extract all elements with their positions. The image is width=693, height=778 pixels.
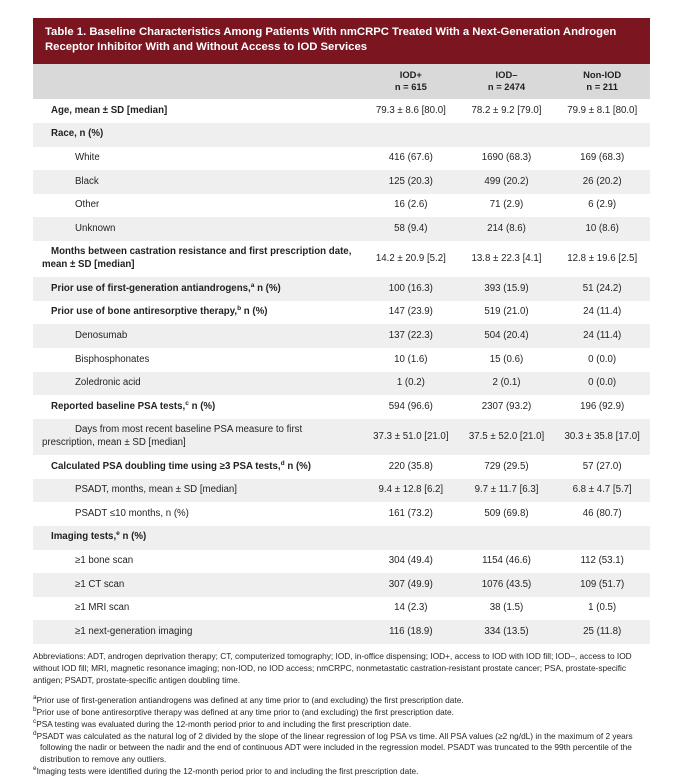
row-value-col1: 304 (49.4)	[363, 550, 459, 574]
row-value-col2: 78.2 ± 9.2 [79.0]	[459, 99, 555, 123]
row-value-col3: 24 (11.4)	[554, 301, 650, 325]
row-value-col1: 79.3 ± 8.6 [80.0]	[363, 99, 459, 123]
row-value-col3: 109 (51.7)	[554, 573, 650, 597]
row-value-col2: 15 (0.6)	[459, 348, 555, 372]
table-footnotes	[33, 651, 650, 778]
row-value-col2	[459, 123, 555, 147]
table-number: Table 1.	[45, 26, 87, 38]
row-value-col3: 0 (0.0)	[554, 348, 650, 372]
footnote-item: $^c$PSA testing was evaluated during the 12-month period prior to and including the first prescription date.	[33, 718, 412, 729]
row-value-col2: 38 (1.5)	[459, 597, 555, 621]
row-value-col2: 2307 (93.2)	[459, 395, 555, 419]
row-value-col2: 509 (69.8)	[459, 502, 555, 526]
column-header-non-iod-n: n = 211	[586, 80, 618, 92]
row-value-col1	[363, 123, 459, 147]
table-row	[33, 170, 650, 194]
footnote-marker: d	[280, 459, 285, 467]
row-value-col1: 307 (49.9)	[363, 573, 459, 597]
row-value-col1: 161 (73.2)	[363, 502, 459, 526]
footnote-item: $^a$Prior use of first-generation antiandrogens was defined at any time prior to (and excluding) the first prescription date.	[33, 694, 464, 706]
footnote-marker: b	[237, 305, 242, 313]
table-row	[33, 241, 650, 277]
table-row	[33, 217, 650, 241]
row-value-col1: 125 (20.3)	[363, 170, 459, 194]
row-value-col3: 79.9 ± 8.1 [80.0]	[554, 99, 650, 123]
row-value-col3: 112 (53.1)	[554, 550, 650, 574]
table-row	[33, 123, 650, 147]
column-header-iod-minus	[459, 64, 555, 100]
table-title-bar	[33, 18, 650, 64]
baseline-characteristics-table	[33, 64, 650, 644]
row-value-col2: 499 (20.2)	[459, 170, 555, 194]
footnote-item-marker: c	[33, 718, 37, 726]
table-row	[33, 597, 650, 621]
row-label: Unknown	[33, 217, 363, 241]
table-row	[33, 419, 650, 455]
row-value-col2: 1076 (43.5)	[459, 573, 555, 597]
column-header-non-iod	[554, 64, 650, 100]
row-label: Bisphosphonates	[33, 348, 363, 372]
table-container	[33, 18, 650, 778]
row-label: Prior use of bone antiresorptive therapy,$^b$ n (%)	[33, 301, 363, 325]
table-row	[33, 372, 650, 396]
row-value-col3: 6.8 ± 4.7 [5.7]	[554, 479, 650, 503]
table-row	[33, 301, 650, 325]
row-label: Months between castration resistance and first prescription date, mean ± SD [median]	[33, 241, 363, 277]
table-row	[33, 277, 650, 301]
row-value-col2: 334 (13.5)	[459, 620, 555, 644]
table-row	[33, 395, 650, 419]
row-value-col1: 10 (1.6)	[363, 348, 459, 372]
row-value-col1: 220 (35.8)	[363, 455, 459, 479]
row-value-col3: 24 (11.4)	[554, 324, 650, 348]
row-label: Days from most recent baseline PSA measure to first prescription, mean ± SD [median]	[33, 419, 363, 455]
row-value-col1: 147 (23.9)	[363, 301, 459, 325]
row-value-col2: 9.7 ± 11.7 [6.3]	[459, 479, 555, 503]
row-value-col1: 100 (16.3)	[363, 277, 459, 301]
row-value-col1: 116 (18.9)	[363, 620, 459, 644]
row-value-col2: 729 (29.5)	[459, 455, 555, 479]
table-row	[33, 620, 650, 644]
row-value-col1: 14 (2.3)	[363, 597, 459, 621]
row-value-col2: 37.5 ± 52.0 [21.0]	[459, 419, 555, 455]
row-value-col2: 1154 (46.6)	[459, 550, 555, 574]
table-row	[33, 455, 650, 479]
row-label: Black	[33, 170, 363, 194]
row-value-col1: 1 (0.2)	[363, 372, 459, 396]
row-value-col1: 416 (67.6)	[363, 147, 459, 171]
table-column-header-row	[33, 64, 650, 100]
footnote-item: $^b$Prior use of bone antiresorptive therapy was defined at any time prior to (and excluding) the first prescription date.	[33, 706, 454, 718]
row-label: Other	[33, 194, 363, 218]
row-label: Denosumab	[33, 324, 363, 348]
footnote-marker: e	[116, 530, 120, 538]
row-value-col3: 30.3 ± 35.8 [17.0]	[554, 419, 650, 455]
row-value-col3: 10 (8.6)	[554, 217, 650, 241]
footnote-item: $^e$Imaging tests were identified during the 12-month period prior to and including the first prescription date.	[33, 765, 419, 776]
footnote-marker: a	[250, 281, 255, 289]
row-value-col2: 71 (2.9)	[459, 194, 555, 218]
table-row	[33, 147, 650, 171]
table-row	[33, 479, 650, 503]
row-label: PSADT, months, mean ± SD [median]	[33, 479, 363, 503]
row-value-col2: 214 (8.6)	[459, 217, 555, 241]
row-value-col1: 14.2 ± 20.9 [5.2]	[363, 241, 459, 277]
row-value-col1: 9.4 ± 12.8 [6.2]	[363, 479, 459, 503]
row-label: ≥1 CT scan	[33, 573, 363, 597]
table-title: Baseline Characteristics Among Patients With nmCRPC Treated With a Next-Generation Androgen Receptor Inhibitor With and Without Access to IOD Services	[45, 26, 617, 54]
table-row	[33, 194, 650, 218]
row-label: White	[33, 147, 363, 171]
row-label: Age, mean ± SD [median]	[33, 99, 363, 123]
footnote-item-marker: a	[33, 694, 37, 702]
row-value-col2: 13.8 ± 22.3 [4.1]	[459, 241, 555, 277]
row-value-col1: 37.3 ± 51.0 [21.0]	[363, 419, 459, 455]
footnote-item-marker: b	[33, 706, 37, 714]
table-row	[33, 502, 650, 526]
column-header-iod-plus	[363, 64, 459, 100]
row-label: PSADT ≤10 months, n (%)	[33, 502, 363, 526]
column-header-iod-minus-n: n = 2474	[487, 80, 526, 92]
row-label: Calculated PSA doubling time using ≥3 PSA tests,$^d$ n (%)	[33, 455, 363, 479]
row-value-col2: 1690 (68.3)	[459, 147, 555, 171]
row-label: Zoledronic acid	[33, 372, 363, 396]
row-label: ≥1 next-generation imaging	[33, 620, 363, 644]
footnote-marker: c	[185, 399, 189, 407]
table-row	[33, 573, 650, 597]
column-header-non-iod-label: Non-IOD	[583, 68, 622, 80]
row-value-col1: 137 (22.3)	[363, 324, 459, 348]
column-header-iod-plus-n: n = 615	[394, 80, 427, 92]
row-label: ≥1 bone scan	[33, 550, 363, 574]
row-label: Race, n (%)	[33, 123, 363, 147]
row-value-col1: 16 (2.6)	[363, 194, 459, 218]
table-body	[33, 99, 650, 644]
footnote-item-marker: e	[33, 765, 37, 773]
table-row	[33, 550, 650, 574]
column-header-iod-plus-label: IOD+	[399, 68, 422, 80]
row-value-col3: 12.8 ± 19.6 [2.5]	[554, 241, 650, 277]
row-value-col3	[554, 526, 650, 550]
column-header-label	[33, 64, 363, 100]
row-value-col2	[459, 526, 555, 550]
row-value-col3: 1 (0.5)	[554, 597, 650, 621]
row-value-col3: 196 (92.9)	[554, 395, 650, 419]
row-value-col3: 6 (2.9)	[554, 194, 650, 218]
column-header-iod-minus-label: IOD–	[495, 68, 518, 80]
row-value-col3: 0 (0.0)	[554, 372, 650, 396]
row-value-col2: 519 (21.0)	[459, 301, 555, 325]
row-value-col3	[554, 123, 650, 147]
row-value-col3: 51 (24.2)	[554, 277, 650, 301]
row-value-col3: 57 (27.0)	[554, 455, 650, 479]
table-row	[33, 526, 650, 550]
row-value-col1	[363, 526, 459, 550]
row-value-col3: 26 (20.2)	[554, 170, 650, 194]
row-value-col1: 58 (9.4)	[363, 217, 459, 241]
table-row	[33, 324, 650, 348]
footnote-item-marker: d	[33, 729, 37, 737]
row-value-col2: 504 (20.4)	[459, 324, 555, 348]
footnote-item: $^d$PSADT was calculated as the natural log of 2 divided by the slope of the linear regression of log PSA vs time. All PSA values (≥2 ng/dL) in the maximum of 2 years following the nadir or between the nadir and the end of continuous ADT were included in the regression model. PSADT was truncated to the 99th percentile of the distribution to remove any outliers.	[33, 729, 633, 765]
row-label: ≥1 MRI scan	[33, 597, 363, 621]
abbreviations-note: Abbreviations: ADT, androgen deprivation therapy; CT, computerized tomography; IOD, in-office dispensing; IOD+, access to IOD with IOD fill; IOD–, access to IOD without IOD fill; MRI, magnetic resonance imaging; non-IOD, no IOD access; nmCRPC, nonmetastatic castration-resistant prostate cancer; PSA, prostate-specific antigen; PSADT, prostate-specific antigen doubling time.	[33, 650, 632, 685]
row-label: Reported baseline PSA tests,$^c$ n (%)	[33, 395, 363, 419]
row-label: Imaging tests,$^e$ n (%)	[33, 526, 363, 550]
row-value-col3: 46 (80.7)	[554, 502, 650, 526]
row-label: Prior use of first-generation antiandrogens,$^a$ n (%)	[33, 277, 363, 301]
table-row	[33, 99, 650, 123]
row-value-col1: 594 (96.6)	[363, 395, 459, 419]
row-value-col2: 393 (15.9)	[459, 277, 555, 301]
row-value-col2: 2 (0.1)	[459, 372, 555, 396]
table-row	[33, 348, 650, 372]
row-value-col3: 25 (11.8)	[554, 620, 650, 644]
row-value-col3: 169 (68.3)	[554, 147, 650, 171]
